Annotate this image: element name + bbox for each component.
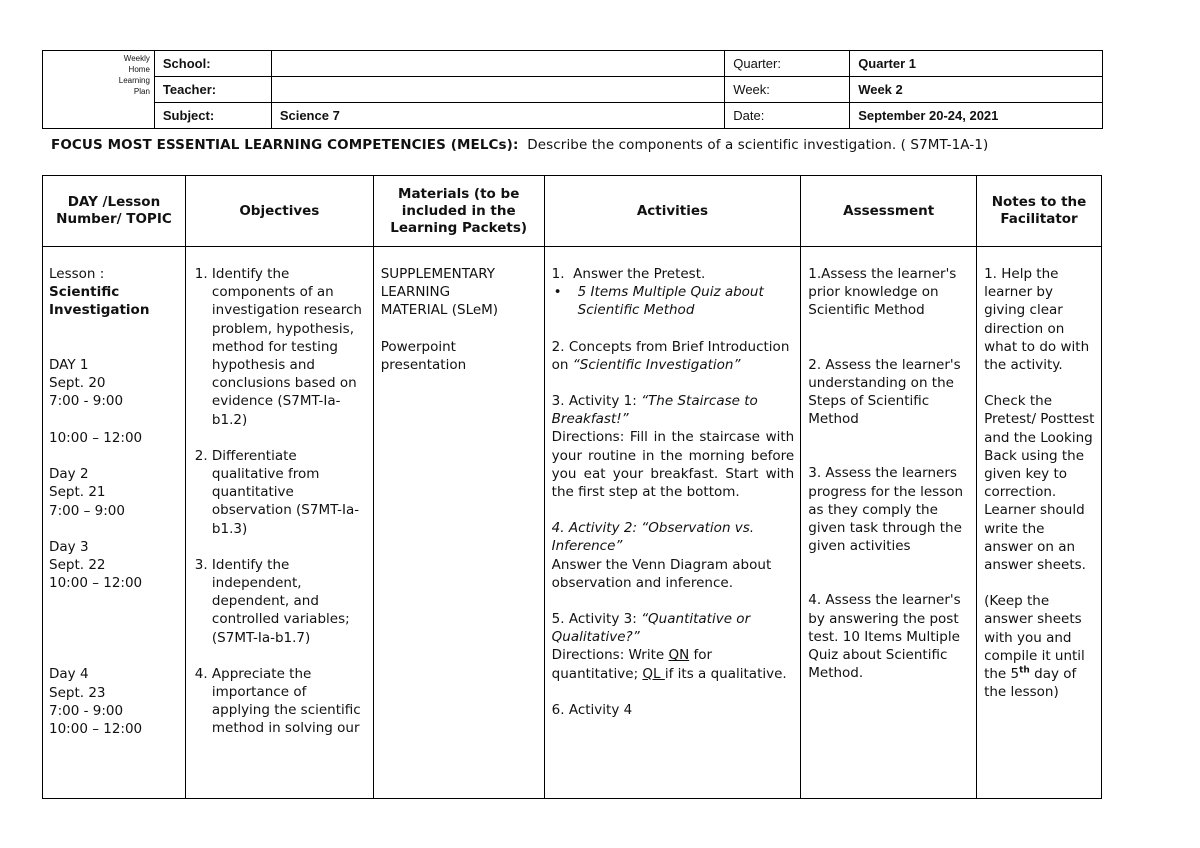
notes-cell (977, 247, 1102, 799)
materials-cell (373, 247, 544, 799)
activity-4: 4. Activity 2: “Observation vs. Inference” (551, 520, 755, 555)
activity-1: 1. Answer the Pretest. (551, 266, 706, 282)
objective-item: 4. Appreciate the importance of applying the scientific method in solving our (212, 665, 367, 738)
assessment-3: 3. Assess the learners progress for the lesson as they comply the given task through the given activities (808, 465, 964, 555)
col-header-activities: Activities (544, 176, 801, 247)
objectives-list (190, 265, 367, 738)
week-label: Week: (725, 77, 850, 103)
day4-time1: 7:00 - 9:00 (49, 702, 124, 719)
day-cell (43, 247, 186, 799)
day1-label: DAY 1 (49, 357, 89, 374)
date-label: Date: (725, 103, 850, 129)
day1-time1: 7:00 - 9:00 (49, 393, 124, 410)
note-3: (Keep the answer sheets with you and compile it until the 5th day of the lesson) (984, 593, 1085, 701)
melc-line (51, 137, 988, 153)
lesson-topic-line1: Scientific (49, 284, 120, 301)
day3-time1: 10:00 – 12:00 (49, 575, 143, 592)
teacher-label: Teacher: (154, 77, 271, 103)
assessment-cell (801, 247, 977, 799)
activity-2: 2. Concepts from Brief Introduction on “Scientific Investigation” (551, 338, 790, 373)
activity-1-sub: • 5 Items Multiple Quiz about Scientific Method (553, 284, 764, 319)
day3-date: Sept. 22 (49, 557, 106, 574)
activity-3: 3. Activity 1: “The Staircase to Breakfast!” (551, 393, 758, 428)
school-label: School: (154, 51, 271, 77)
day3-label: Day 3 (49, 539, 89, 556)
col-header-notes: Notes to the Facilitator (977, 176, 1102, 247)
bullet-icon: • (553, 284, 562, 301)
melc-label: FOCUS MOST ESSENTIAL LEARNING COMPETENCIES (MELCs): (51, 137, 519, 153)
col-header-day: DAY /Lesson Number/ TOPIC (43, 176, 186, 247)
day1-date: Sept. 20 (49, 375, 106, 392)
activity-5: 5. Activity 3: “Quantitative or Qualitative?” (551, 611, 751, 646)
day4-time2: 10:00 – 12:00 (49, 721, 143, 738)
activity-3-directions: Directions: Fill in the staircase with your routine in the morning before you eat your breakfast. Start with the first step at the bottom. (551, 429, 795, 501)
subject-value: Science 7 (271, 103, 724, 129)
day1-time2: 10:00 – 12:00 (49, 429, 143, 446)
note-2: Check the Pretest/ Posttest and the Looking Back using the given key to correction. Learner should write the answer on an answer sheets. (984, 393, 1095, 574)
teacher-value (271, 77, 724, 103)
col-header-objectives: Objectives (185, 176, 373, 247)
objective-item: 3. Identify the independent, dependent, and controlled variables; (S7MT-Ia-b1.7) (212, 556, 367, 647)
day2-date: Sept. 21 (49, 484, 106, 501)
note-1: 1. Help the learner by giving clear direction on what to do with the activity. (984, 266, 1090, 374)
day4-label: Day 4 (49, 666, 89, 683)
week-value: Week 2 (850, 77, 1103, 103)
assessment-1: 1.Assess the learner's prior knowledge on Scientific Method (808, 266, 957, 319)
day2-time1: 7:00 – 9:00 (49, 502, 125, 519)
assessment-4: 4. Assess the learner's by answering the post test. 10 Items Multiple Quiz about Scientific Method. (808, 592, 961, 682)
weekly-home-learning-plan-label: Weekly Home Learning Plan (43, 51, 155, 129)
activity-6: 6. Activity 4 (551, 701, 633, 718)
lesson-topic-line2: Investigation (49, 302, 150, 319)
objectives-cell (185, 247, 373, 799)
col-header-materials: Materials (to be included in the Learning Packets) (373, 176, 544, 247)
activity-5-directions: Directions: Write QN for quantitative; QL if its a qualitative. (551, 647, 787, 682)
day4-date: Sept. 23 (49, 684, 106, 701)
material-powerpoint: Powerpoint presentation (380, 338, 467, 373)
quarter-label: Quarter: (725, 51, 850, 77)
school-value (271, 51, 724, 77)
assessment-2: 2. Assess the learner's understanding on the Steps of Scientific Method (808, 356, 961, 428)
header-table (42, 50, 1103, 129)
day2-label: Day 2 (49, 466, 89, 483)
melc-text: Describe the components of a scientific investigation. ( S7MT-1A-1) (527, 137, 989, 153)
objective-item: 1. Identify the components of an investigation research problem, hypothesis, method for testing hypothesis and conclusions based on evidence (S7MT-Ia-b1.2) (212, 265, 367, 429)
activity-4-directions: Answer the Venn Diagram about observation and inference. (551, 556, 772, 591)
lesson-plan-table (42, 175, 1102, 799)
objective-item: 2. Differentiate qualitative from quantitative observation (S7MT-Ia-b1.3) (212, 447, 367, 538)
date-value: September 20-24, 2021 (850, 103, 1103, 129)
material-slem: SUPPLEMENTARY LEARNING MATERIAL (SLeM) (380, 266, 499, 319)
col-header-assessment: Assessment (801, 176, 977, 247)
lesson-label: Lesson : (49, 266, 105, 282)
quarter-value: Quarter 1 (850, 51, 1103, 77)
activities-cell (544, 247, 801, 799)
subject-label: Subject: (154, 103, 271, 129)
